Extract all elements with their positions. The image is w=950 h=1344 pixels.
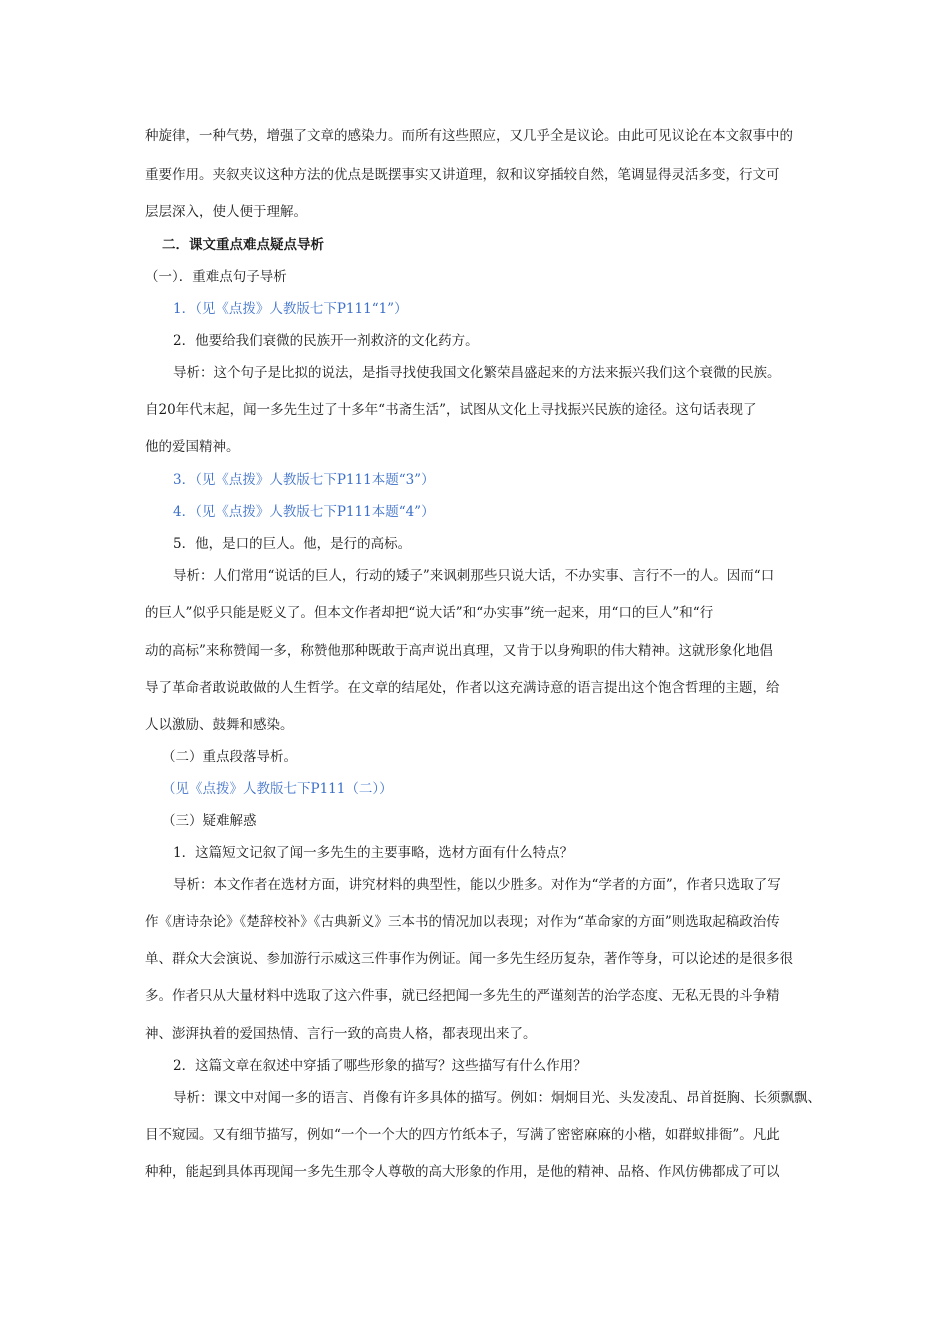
text-line: 动的高标”来称赞闻一多，称赞他那种既敢于高声说出真理，又肯于以身殉职的伟大精神。这就形象化地倡 — [145, 643, 773, 659]
section-heading: 二．课文重点难点疑点导析 — [162, 237, 324, 253]
text-line: 人以激励、鼓舞和感染。 — [145, 717, 294, 733]
text-line: 重要作用。夹叙夹议这种方法的优点是既摆事实又讲道理，叙和议穿插较自然，笔调显得灵活多变，行文可 — [145, 167, 780, 183]
reference-link[interactable]: 4．（见《点拨》人教版七下P111本题“4”） — [173, 504, 435, 520]
analysis-paragraph: 导析：本文作者在选材方面，讲究材料的典型性，能以少胜多。对作为“学者的方面”，作者只选取了写 — [173, 877, 781, 893]
text-line: 他的爱国精神。 — [145, 439, 240, 455]
question-item: 1．这篇短文记叙了闻一多先生的主要事略，选材方面有什么特点？ — [173, 845, 574, 861]
reference-link[interactable]: 1．（见《点拨》人教版七下P111“1”） — [173, 301, 408, 317]
text-line: 种旋律，一种气势，增强了文章的感染力。而所有这些照应，又几乎全是议论。由此可见议论在本文叙事中的 — [145, 128, 793, 144]
question-item: 2．这篇文章在叙述中穿插了哪些形象的描写？这些描写有什么作用？ — [173, 1058, 587, 1074]
text-line: 自20年代末起，闻一多先生过了十多年“书斋生活”，试图从文化上寻找振兴民族的途径。这句话表现了 — [145, 402, 757, 418]
analysis-paragraph: 导析：人们常用“说话的巨人，行动的矮子”来讽刺那些只说大话，不办实事、言行不一的人。因而“口 — [173, 568, 775, 584]
subsection-heading: （二）重点段落导析。 — [162, 749, 297, 765]
text-line: 神、澎湃执着的爱国热情、言行一致的高贵人格，都表现出来了。 — [145, 1026, 537, 1042]
text-line: 作《唐诗杂论》《楚辞校补》《古典新义》三本书的情况加以表现；对作为“革命家的方面”则选取起稿政治传 — [145, 914, 780, 930]
analysis-paragraph: 导析：这个句子是比拟的说法，是指寻找使我国文化繁荣昌盛起来的方法来振兴我们这个衰微的民族。 — [173, 365, 781, 381]
subsection-heading: （一）．重难点句子导析 — [145, 269, 287, 285]
question-item: 2．他要给我们衰微的民族开一剂救济的文化药方。 — [173, 333, 479, 349]
subsection-heading: （三）疑难解惑 — [162, 813, 257, 829]
analysis-paragraph: 导析：课文中对闻一多的语言、肖像有许多具体的描写。例如：炯炯目光、头发凌乱、昂首挺胸、长须飘飘、 — [173, 1090, 821, 1106]
text-line: 单、群众大会演说、参加游行示威这三件事作为例证。闻一多先生经历复杂，著作等身，可以论述的是很多很 — [145, 951, 793, 967]
reference-link[interactable]: 3．（见《点拨》人教版七下P111本题“3”） — [173, 472, 435, 488]
text-line: 的巨人”似乎只能是贬义了。但本文作者却把“说大话”和“办实事”统一起来，用“口的巨人”和“行 — [145, 605, 714, 621]
text-line: 目不窥园。又有细节描写，例如“一个一个大的四方竹纸本子，写满了密密麻麻的小楷，如群蚁排衙”。凡此 — [145, 1127, 780, 1143]
text-line: 种种，能起到具体再现闻一多先生那令人尊敬的高大形象的作用，是他的精神、品格、作风仿佛都成了可以 — [145, 1164, 780, 1180]
reference-link[interactable]: （见《点拨》人教版七下P111（二）） — [162, 781, 393, 797]
text-line: 多。作者只从大量材料中选取了这六件事，就已经把闻一多先生的严谨刻苦的治学态度、无私无畏的斗争精 — [145, 988, 780, 1004]
question-item: 5．他，是口的巨人。他，是行的高标。 — [173, 536, 412, 552]
text-line: 层层深入，使人便于理解。 — [145, 204, 307, 220]
text-line: 导了革命者敢说敢做的人生哲学。在文章的结尾处，作者以这充满诗意的语言提出这个饱含哲理的主题，给 — [145, 680, 780, 696]
